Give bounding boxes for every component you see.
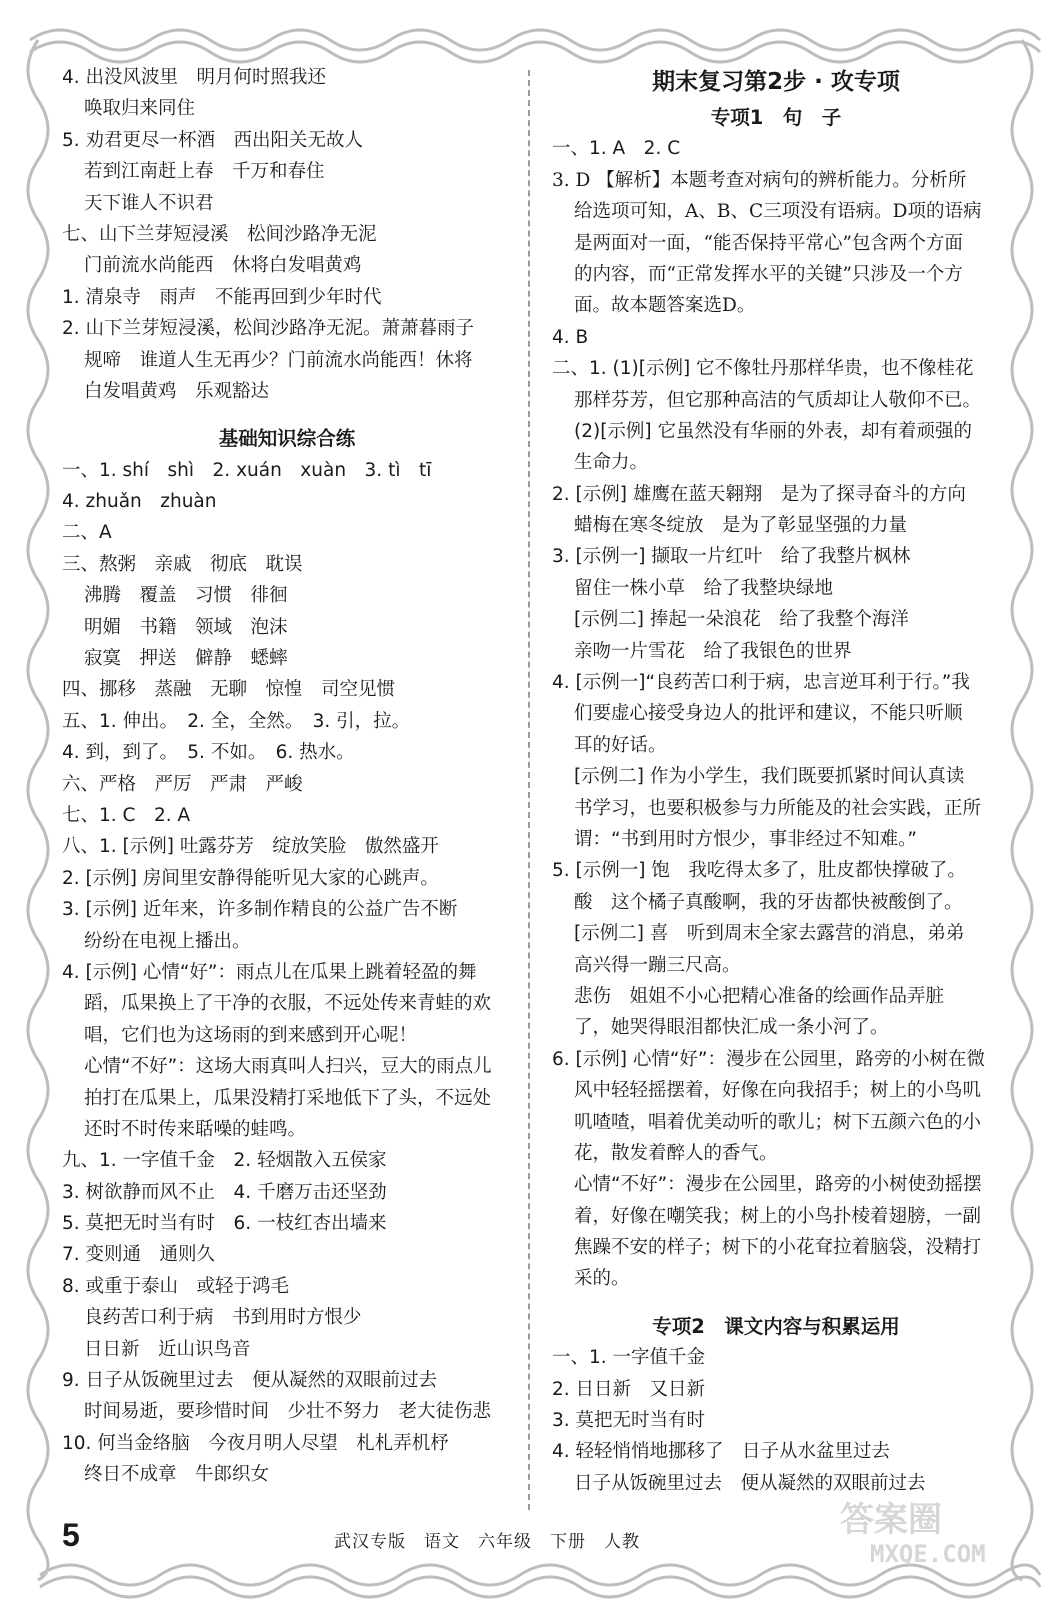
answer-line: 4. [示例] 心情“好”：雨点儿在瓜果上跳着轻盈的舞 [62,961,477,983]
answer-line: 7. 变则通 通则久 [62,1244,216,1266]
answer-line: 采的。 [574,1268,630,1290]
answer-line: 5. 莫把无时当有时 6. 一枝红杏出墙来 [62,1213,387,1235]
watermark-logo: 答案圈 [840,1500,942,1540]
answer-line: 白发唱黄鸡 乐观豁达 [84,380,270,402]
right-column [552,62,1000,1499]
answer-line: 着，好像在嘲笑我；树上的小鸟扑棱着翅膀，一副 [574,1205,982,1227]
answer-line: 拍打在瓜果上，瓜果没精打采地低下了头，不远处 [84,1087,492,1109]
answer-line: [示例二] 喜 听到周末全家去露营的消息，弟弟 [574,923,965,945]
section-title: 专项1 句 子 [710,106,842,129]
answer-line: 叽喳喳，唱着优美动听的歌儿；树下五颜六色的小 [574,1111,982,1133]
answer-line: 良药苦口利于病 书到用时方恨少 [84,1307,362,1329]
main-title: 期末复习第2步 · 攻专项 [652,69,900,95]
section-title: 基础知识综合练 [218,427,356,451]
answer-line: 四、挪移 蒸融 无聊 惊惶 司空见惯 [62,679,396,701]
answer-line: 给选项可知，A、B、C三项没有语病。D项的语病 [574,201,982,223]
answer-line: 亲吻一片雪花 给了我银色的世界 [574,640,852,662]
answer-line: 3. D 【解析】本题考查对病句的辨析能力。分析所 [552,169,967,191]
answer-line: 六、严格 严厉 严肃 严峻 [62,773,303,795]
answer-line: 耳的好话。 [574,734,667,756]
answer-line: 风中轻轻摇摆着，好像在向我招手；树上的小鸟叽 [574,1080,982,1102]
answer-line: 5. 劝君更尽一杯酒 西出阳关无故人 [62,129,364,151]
answer-line: 蹈，瓜果换上了干净的衣服，不远处传来青蛙的欢 [84,993,492,1015]
answer-line: 三、熬粥 亲戚 彻底 耽误 [62,553,303,575]
answer-line: 七、1. C 2. A [62,804,191,826]
answer-line: 生命力。 [574,452,649,474]
answer-line: 酸 这个橘子真酸啊，我的牙齿都快被酸倒了。 [574,891,963,913]
footer-info: 武汉专版 语文 六年级 下册 人教 [334,1532,640,1552]
answer-line: 一、1. 一字值千金 [552,1347,706,1369]
left-column [62,62,512,1491]
answer-line: 终日不成章 牛郎织女 [84,1464,270,1486]
answer-line: 3. [示例一] 撷取一片红叶 给了我整片枫林 [552,546,911,568]
answer-line: 3. 莫把无时当有时 [552,1410,706,1432]
answer-line: 6. [示例] 心情“好”：漫步在公园里，路旁的小树在微 [552,1048,986,1070]
column-divider [528,70,530,1510]
answer-line: 五、1. 伸出。 2. 全，全然。 3. 引，拉。 [62,710,411,732]
answer-line: 悲伤 姐姐不小心把精心准备的绘画作品弄脏 [574,985,945,1007]
answer-line: 是两面对一面，“能否保持平常心”包含两个方面 [574,232,963,254]
answer-line: 4. zhuǎn zhuàn [62,491,217,513]
answer-line: 们要虚心接受身边人的批评和建议，不能只听顺 [574,703,963,725]
answer-line: 日子从饭碗里过去 便从凝然的双眼前过去 [574,1472,926,1494]
answer-line: 2. 山下兰芽短浸溪，松间沙路净无泥。萧萧暮雨子 [62,318,475,340]
answer-line: 天下谁人不识君 [84,192,214,214]
answer-line: 一、1. shí shì 2. xuán xuàn 3. tì tī [62,459,432,481]
answer-line: 4. [示例一]“良药苦口利于病，忠言逆耳利于行。”我 [552,672,970,694]
answer-line: 纷纷在电视上播出。 [84,930,251,952]
answer-line: 二、A [62,522,112,544]
answer-line: 3. 树欲静而风不止 4. 千磨万击还坚劲 [62,1181,387,1203]
answer-line: 2. [示例] 雄鹰在蓝天翱翔 是为了探寻奋斗的方向 [552,483,966,505]
answer-line: 的内容，而“正常发挥水平的关键”只涉及一个方 [574,263,963,285]
answer-line: [示例二] 捧起一朵浪花 给了我整个海洋 [574,609,909,631]
answer-line: 5. [示例一] 饱 我吃得太多了，肚皮都快撑破了。 [552,860,966,882]
answer-line: 谓：“书到用时方恨少，事非经过不知难。” [574,828,917,850]
answer-line: 规啼 谁道人生无再少？门前流水尚能西！休将 [84,349,473,371]
answer-line: 寂寞 押送 僻静 蟋蟀 [84,648,288,670]
answer-line: 4. 到，到了。 5. 不如。 6. 热水。 [62,742,355,764]
answer-line: 10. 何当金络脑 今夜月明人尽望 札札弄机杼 [62,1432,449,1454]
answer-line: 唤取归来同住 [84,98,196,120]
answer-line: 4. B [552,326,589,348]
answer-line: 七、山下兰芽短浸溪 松间沙路净无泥 [62,223,377,245]
answer-line: 3. [示例] 近年来，许多制作精良的公益广告不断 [62,899,458,921]
answer-line: 八、1. [示例] 吐露芬芳 绽放笑脸 傲然盛开 [62,836,439,858]
answer-line: 4. 出没风波里 明月何时照我还 [62,67,327,88]
answer-line: 焦躁不安的样子；树下的小花耷拉着脑袋，没精打 [574,1237,982,1259]
answer-line: 唱，它们也为这场雨的到来感到开心呢！ [84,1024,418,1046]
page-number: 5 [62,1517,80,1553]
answer-line: 还时不时传来聒噪的蛙鸣。 [84,1118,307,1140]
section-title: 专项2 课文内容与积累运用 [652,1314,900,1338]
answer-line: 时间易逝，要珍惜时间 少壮不努力 老大徒伤悲 [84,1401,492,1423]
answer-line: 2. 日日新 又日新 [552,1378,706,1400]
answer-line: 心情“不好”：漫步在公园里，路旁的小树使劲摇摆 [574,1174,982,1196]
answer-line: (2)[示例] 它虽然没有华丽的外表，却有着顽强的 [574,420,973,442]
answer-line: 花，散发着醉人的香气。 [574,1142,778,1164]
answer-line: 一、1. A 2. C [552,138,681,160]
answer-line: 明媚 书籍 领域 泡沫 [84,616,288,638]
answer-line: 日日新 近山识鸟音 [84,1338,251,1360]
answer-line: 2. [示例] 房间里安静得能听见大家的心跳声。 [62,867,439,889]
answer-line: 高兴得一蹦三尺高。 [574,954,741,976]
answer-line: 心情“不好”：这场大雨真叫人扫兴，豆大的雨点儿 [84,1056,492,1078]
answer-line: 9. 日子从饭碗里过去 便从凝然的双眼前过去 [62,1370,438,1392]
answer-line: 8. 或重于泰山 或轻于鸿毛 [62,1275,290,1297]
answer-line: 书学习，也要积极参与力所能及的社会实践，正所 [574,797,982,819]
answer-line: 蜡梅在寒冬绽放 是为了彰显坚强的力量 [574,515,908,537]
answer-line: 1. 清泉寺 雨声 不能再回到少年时代 [62,286,382,308]
answer-line: 若到江南赶上春 千万和春住 [84,161,325,183]
answer-line: [示例二] 作为小学生，我们既要抓紧时间认真读 [574,766,965,788]
answer-line: 沸腾 覆盖 习惯 徘徊 [84,585,288,607]
answer-line: 二、1. (1)[示例] 它不像牡丹那样华贵，也不像桂花 [552,358,974,380]
answer-line: 那样芬芳，但它那种高洁的气质却让人敬仰不已。 [574,389,982,411]
answer-line: 留住一株小草 给了我整块绿地 [574,577,834,599]
answer-line: 九、1. 一字值千金 2. 轻烟散入五侯家 [62,1150,387,1172]
answer-line: 4. 轻轻悄悄地挪移了 日子从水盆里过去 [552,1441,891,1463]
answer-line: 面。故本题答案选D。 [574,295,756,317]
watermark-url: MXQE.COM [870,1540,986,1568]
answer-line: 了，她哭得眼泪都快汇成一条小河了。 [574,1017,889,1039]
answer-line: 门前流水尚能西 休将白发唱黄鸡 [84,255,362,277]
